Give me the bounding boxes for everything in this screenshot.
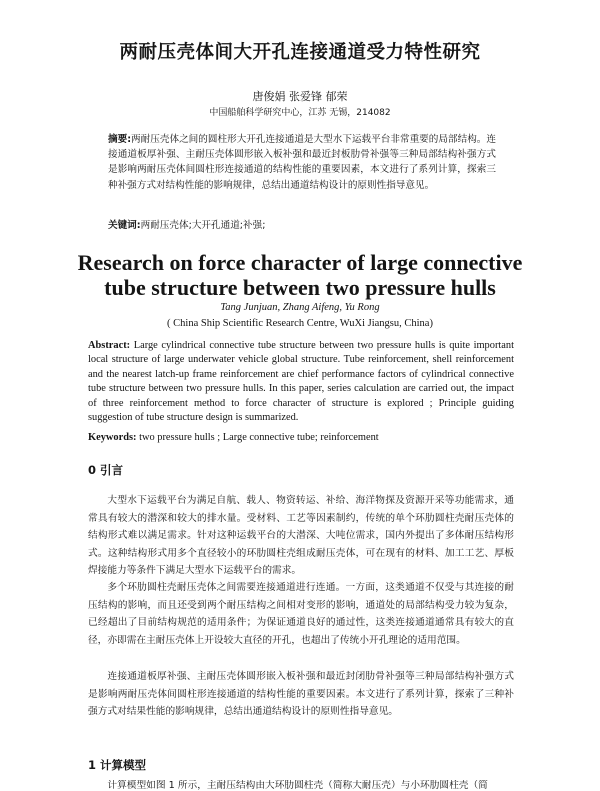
authors-cn: 唐俊娟 张爱锋 郁荣 [252, 90, 348, 103]
abstract-en [88, 339, 514, 425]
body-paragraph-2: 多个环肋圆柱壳耐压壳体之间需要连接通道进行连通。一方面，这类通道不仅受与其连接的耐压结构的影响，而且还受到两个耐压结构之间相对变形的影响，通道处的局部结构受力较为复杂，已经超出了目前结构规范的适用条件；为保证通道良好的通过性，这类连接通道通常具有较大的直径，亦即需在主耐压壳体上开设较大直径的开孔，也超出了传统小开孔理论的适用范围。 [88, 582, 514, 646]
body-paragraph-4: 计算模型如图 1 所示，主耐压结构由大环肋圆柱壳（简称大耐压壳）与小环肋圆柱壳（简 [107, 780, 488, 791]
paper-title-en: Research on force character of large connective tube structure between two pressure hulls [77, 250, 523, 300]
paper-title-cn: 两耐压壳体间大开孔连接通道受力特性研究 [119, 42, 481, 63]
section-heading-introduction: 0 引言 [88, 463, 124, 477]
abstract-cn [108, 132, 496, 193]
keywords-en-label: Keywords: [88, 432, 137, 443]
abstract-en-label: Abstract: [88, 340, 131, 351]
authors-en: Tang Junjuan, Zhang Aifeng, Yu Rong [220, 302, 380, 313]
keywords-cn [108, 217, 496, 231]
keywords-cn-label: 关键词: [108, 220, 141, 231]
body-paragraph-3: 连接通道板厚补强、主耐压壳体圆形嵌入板补强和最近封闭肋骨补强等三种局部结构补强方式是影响两耐压壳体间圆柱形连接通道的结构性能的重要因素。本文进行了系列计算，探索了三种补强方式对结果性能的影响规律，总结出通道结构设计的原则性指导意见。 [88, 671, 514, 718]
body-paragraph-1: 大型水下运载平台为满足自航、载人、物资转运、补给、海洋物探及资源开采等功能需求，通常具有较大的潜深和较大的排水量。受材料、工艺等因素制约，传统的单个环肋圆柱壳耐压壳体的结构形式难以满足需求。针对这种运载平台的大潜深、大吨位需求，国内外提出了多体耐压结构形式。这种结构形式用多个直径较小的环肋圆柱壳组成耐压壳体，可在现有的材料、加工工艺、厚板焊接能力等条件下满足大型水下运载平台的需求。 [88, 495, 514, 577]
section-heading-model: 1 计算模型 [88, 758, 147, 772]
keywords-en-text: two pressure hulls ; Large connective tube; reinforcement [139, 432, 379, 443]
affiliation-cn: 中国船舶科学研究中心，江苏 无锡，214082 [209, 108, 391, 118]
keywords-cn-text: 两耐压壳体;大开孔通道;补强; [140, 220, 266, 231]
abstract-cn-text: 两耐压壳体之间的圆柱形大开孔连接通道是大型水下运载平台非常重要的局部结构。连接通道板厚补强、主耐压壳体圆形嵌入板补强和最近封板肋骨补强等三种局部结构补强方式是影响两耐压壳体间圆柱形连接通道的结构性能的重要因素，本文进行了系列计算，探索三种补强方式对结构性能的影响规律，总结出通道结构设计的原则性指导意见。 [108, 134, 496, 191]
abstract-cn-label: 摘要: [108, 134, 132, 145]
abstract-en-text: Large cylindrical connective tube structure between two pressure hulls is quite important local structure of large underwater vehicle global structure. Tube reinforcement, shell reinforcement and the nearest latch-up frame reinforcement are chief performance factors of cylindrical connective tube structure between two pressure hulls. In this paper, series calculation are carried out, the impact of three reinforcement method to force character of structure is explored ; Principle guiding suggestion of tube structure design is summarized. [88, 340, 514, 424]
affiliation-en: ( China Ship Scientific Research Centre, WuXi Jiangsu, China) [167, 318, 433, 329]
keywords-en [88, 432, 514, 443]
